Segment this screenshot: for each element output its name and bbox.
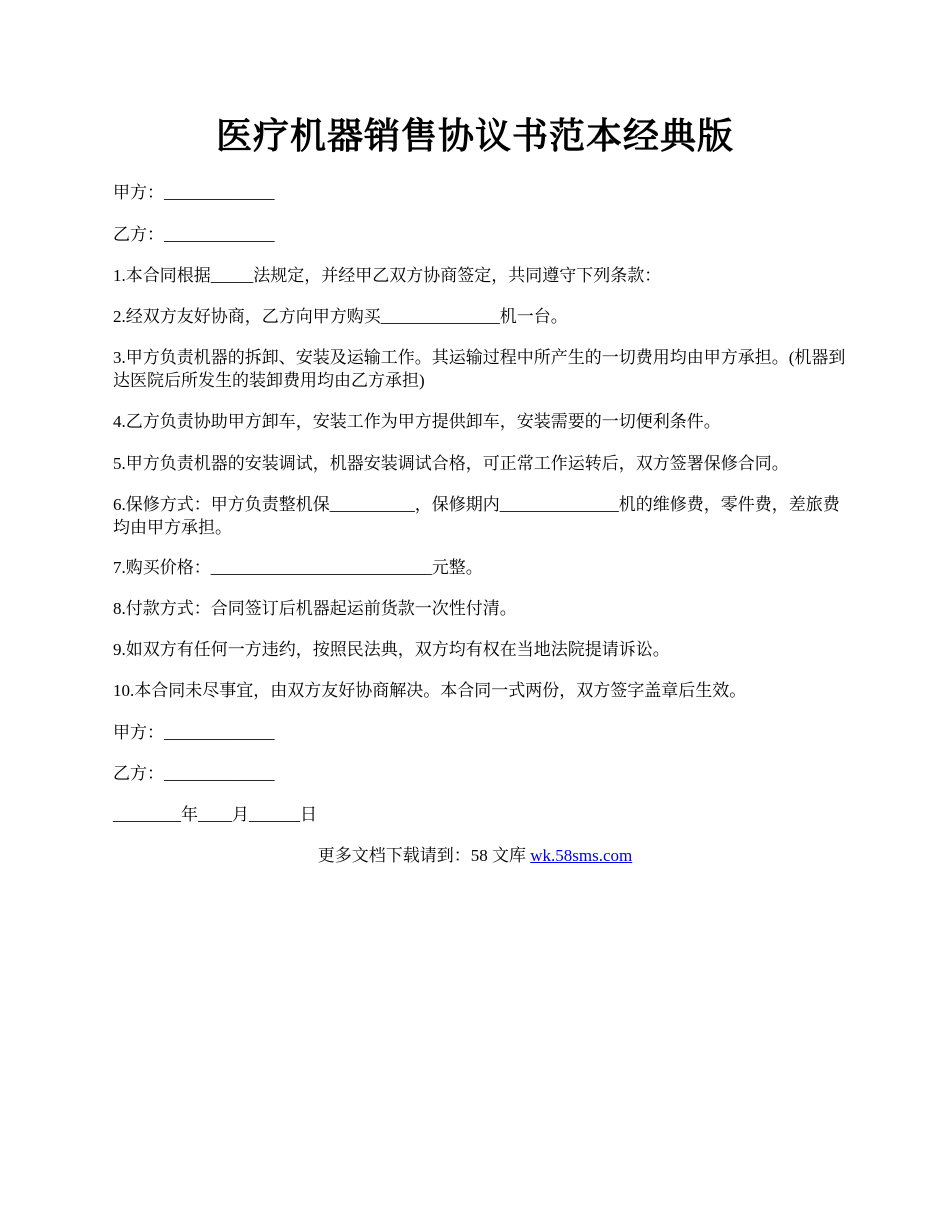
party-b-bottom: 乙方：_____________ [113, 764, 275, 783]
footer [0, 844, 950, 867]
clause-4: 4.乙方负责协助甲方卸车，安装工作为甲方提供卸车，安装需要的一切便利条件。 [113, 412, 721, 431]
clause-1: 1.本合同根据_____法规定，并经甲乙双方协商签定，共同遵守下列条款： [113, 266, 662, 285]
clause-8: 8.付款方式：合同签订后机器起运前货款一次性付清。 [113, 599, 517, 618]
clause-7: 7.购买价格：__________________________元整。 [113, 558, 483, 577]
footer-prefix: 更多文档下载请到：58 文库 [317, 846, 531, 865]
footer-link[interactable]: wk.58sms.com [530, 846, 633, 865]
clause-5: 5.甲方负责机器的安装调试，机器安装调试合格，可正常工作运转后，双方签署保修合同。 [113, 454, 789, 473]
clause-3: 3.甲方负责机器的拆卸、安装及运输工作。其运输过程中所产生的一切费用均由甲方承担。(机器到达医院后所发生的装卸费用均由乙方承担) [113, 348, 846, 390]
document-title: 医疗机器销售协议书范本经典版 [215, 116, 734, 156]
party-a-bottom: 甲方：_____________ [113, 723, 275, 742]
clause-2: 2.经双方友好协商，乙方向甲方购买______________机一台。 [113, 307, 568, 326]
clause-10: 10.本合同未尽事宜，由双方友好协商解决。本合同一式两份，双方签字盖章后生效。 [113, 681, 747, 700]
party-b-top: 乙方：_____________ [113, 225, 275, 244]
party-a-top: 甲方：_____________ [113, 183, 275, 202]
clause-6: 6.保修方式：甲方负责整机保__________，保修期内______________机的维修费，零件费，差旅费均由甲方承担。 [113, 495, 840, 537]
clause-9: 9.如双方有任何一方违约，按照民法典，双方均有权在当地法院提请诉讼。 [113, 640, 670, 659]
date-line: ________年____月______日 [113, 805, 317, 824]
